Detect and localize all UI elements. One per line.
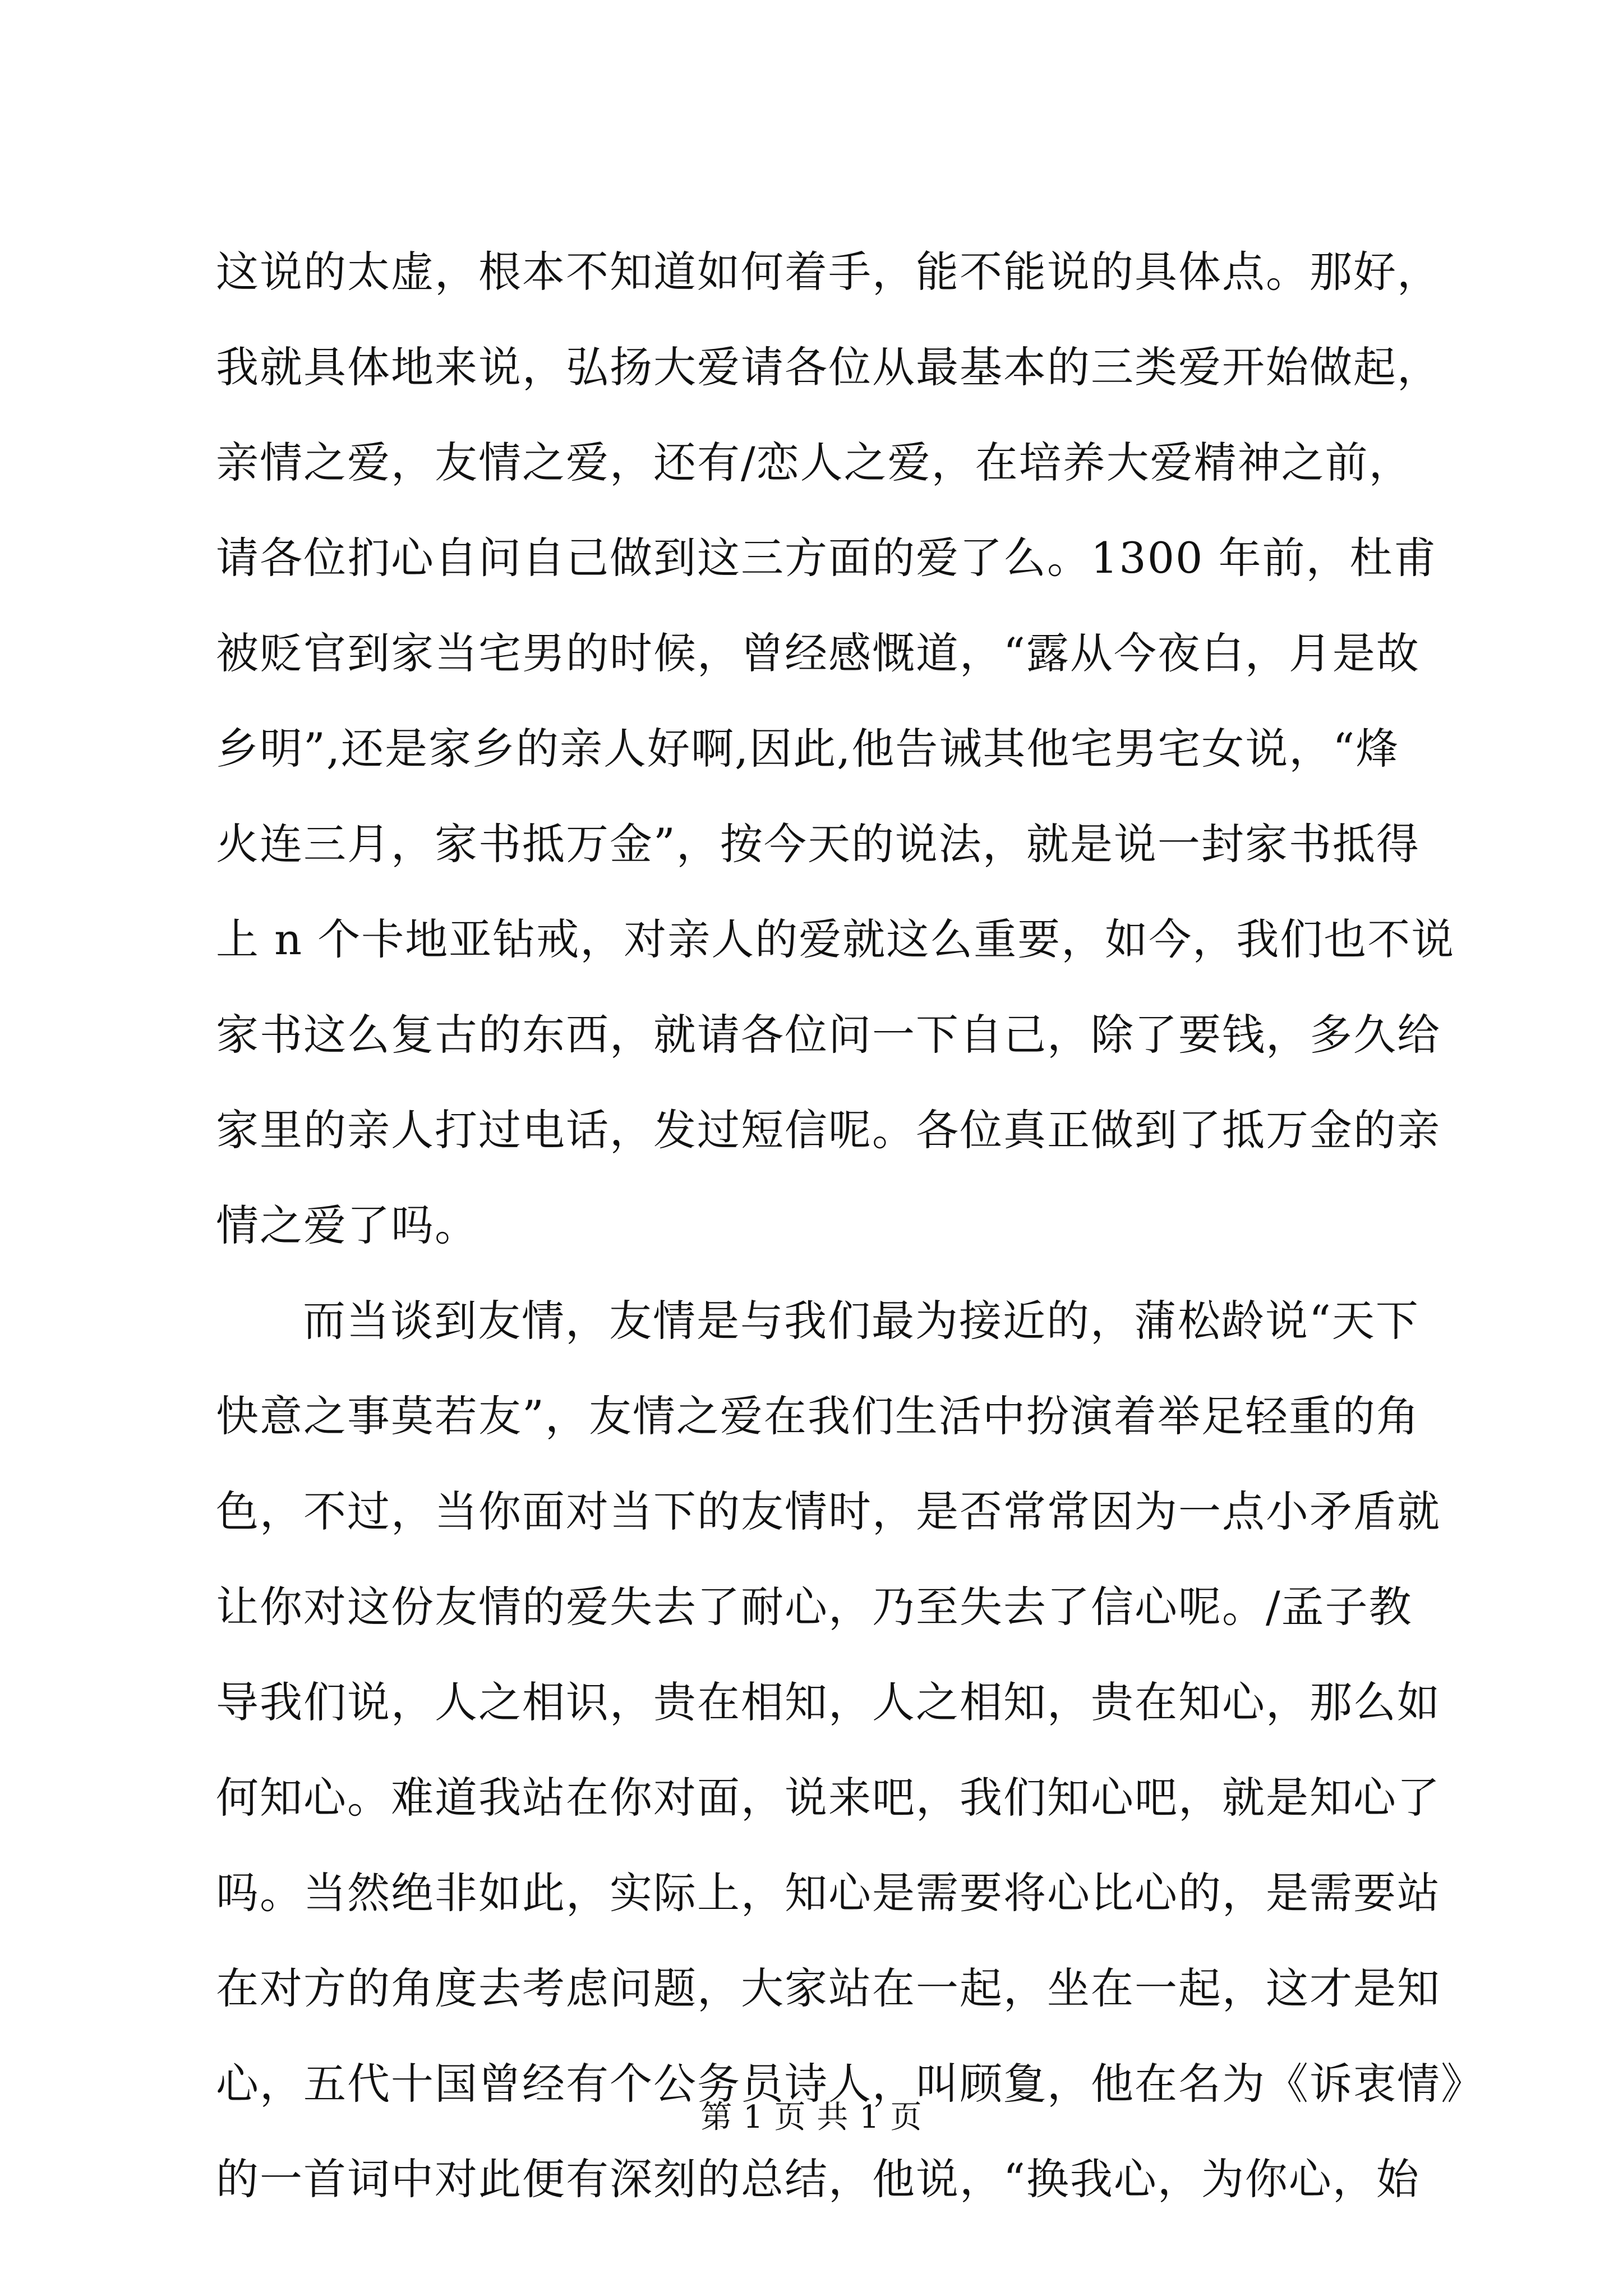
- text-line: 这说的太虚，根本不知道如何着手，能不能说的具体点。那好，: [216, 247, 1441, 297]
- text-line: 何知心。难道我站在你对面，说来吧，我们知心吧，就是知心了: [216, 1773, 1441, 1823]
- text-line: 心，五代十国曾经有个公务员诗人，叫顾夐，他在名为《诉衷情》: [216, 2059, 1484, 2109]
- text-line: 家书这么复古的东西，就请各位问一下自己，除了要钱，多久给: [216, 1010, 1441, 1060]
- text-line: 我就具体地来说，弘扬大爱请各位从最基本的三类爱开始做起，: [216, 342, 1441, 392]
- text-line: 被贬官到家当宅男的时候，曾经感慨道，“露从今夜白，月是故: [216, 628, 1420, 678]
- text-line: 快意之事莫若友”，友情之爱在我们生活中扮演着举足轻重的角: [216, 1391, 1420, 1441]
- text-line: 情之爱了吗。: [216, 1200, 478, 1250]
- text-line: 请各位扪心自问自己做到这三方面的爱了么。1300 年前，杜甫: [216, 533, 1437, 583]
- text-line: 在对方的角度去考虑问题，大家站在一起，坐在一起，这才是知: [216, 1963, 1441, 2013]
- text-line: 乡明”,还是家乡的亲人好啊,因此,他告诫其他宅男宅女说，“烽: [216, 724, 1400, 774]
- text-line: 家里的亲人打过电话，发过短信呢。各位真正做到了抵万金的亲: [216, 1105, 1441, 1155]
- text-line: 上 n 个卡地亚钻戒，对亲人的爱就这么重要，如今，我们也不说: [216, 914, 1455, 964]
- text-line: 导我们说，人之相识，贵在相知，人之相知，贵在知心，那么如: [216, 1677, 1441, 1727]
- text-line: 的一首词中对此便有深刻的总结，他说，“换我心，为你心，始: [216, 2154, 1420, 2204]
- text-line: 亲情之爱，友情之爱，还有/恋人之爱，在培养大爱精神之前，: [216, 438, 1413, 487]
- page-footer: 第 1 页 共 1 页: [700, 2099, 923, 2136]
- paragraph-start-line: 而当谈到友情，友情是与我们最为接近的，蒲松龄说“天下: [303, 1296, 1419, 1346]
- text-line: 色，不过，当你面对当下的友情时，是否常常因为一点小矛盾就: [216, 1487, 1441, 1536]
- text-line: 让你对这份友情的爱失去了耐心，乃至失去了信心呢。/孟子教: [216, 1582, 1413, 1632]
- text-line: 火连三月，家书抵万金”，按今天的说法，就是说一封家书抵得: [216, 819, 1420, 869]
- body-text: [216, 224, 1484, 2227]
- text-line: 吗。当然绝非如此，实际上，知心是需要将心比心的，是需要站: [216, 1868, 1441, 1918]
